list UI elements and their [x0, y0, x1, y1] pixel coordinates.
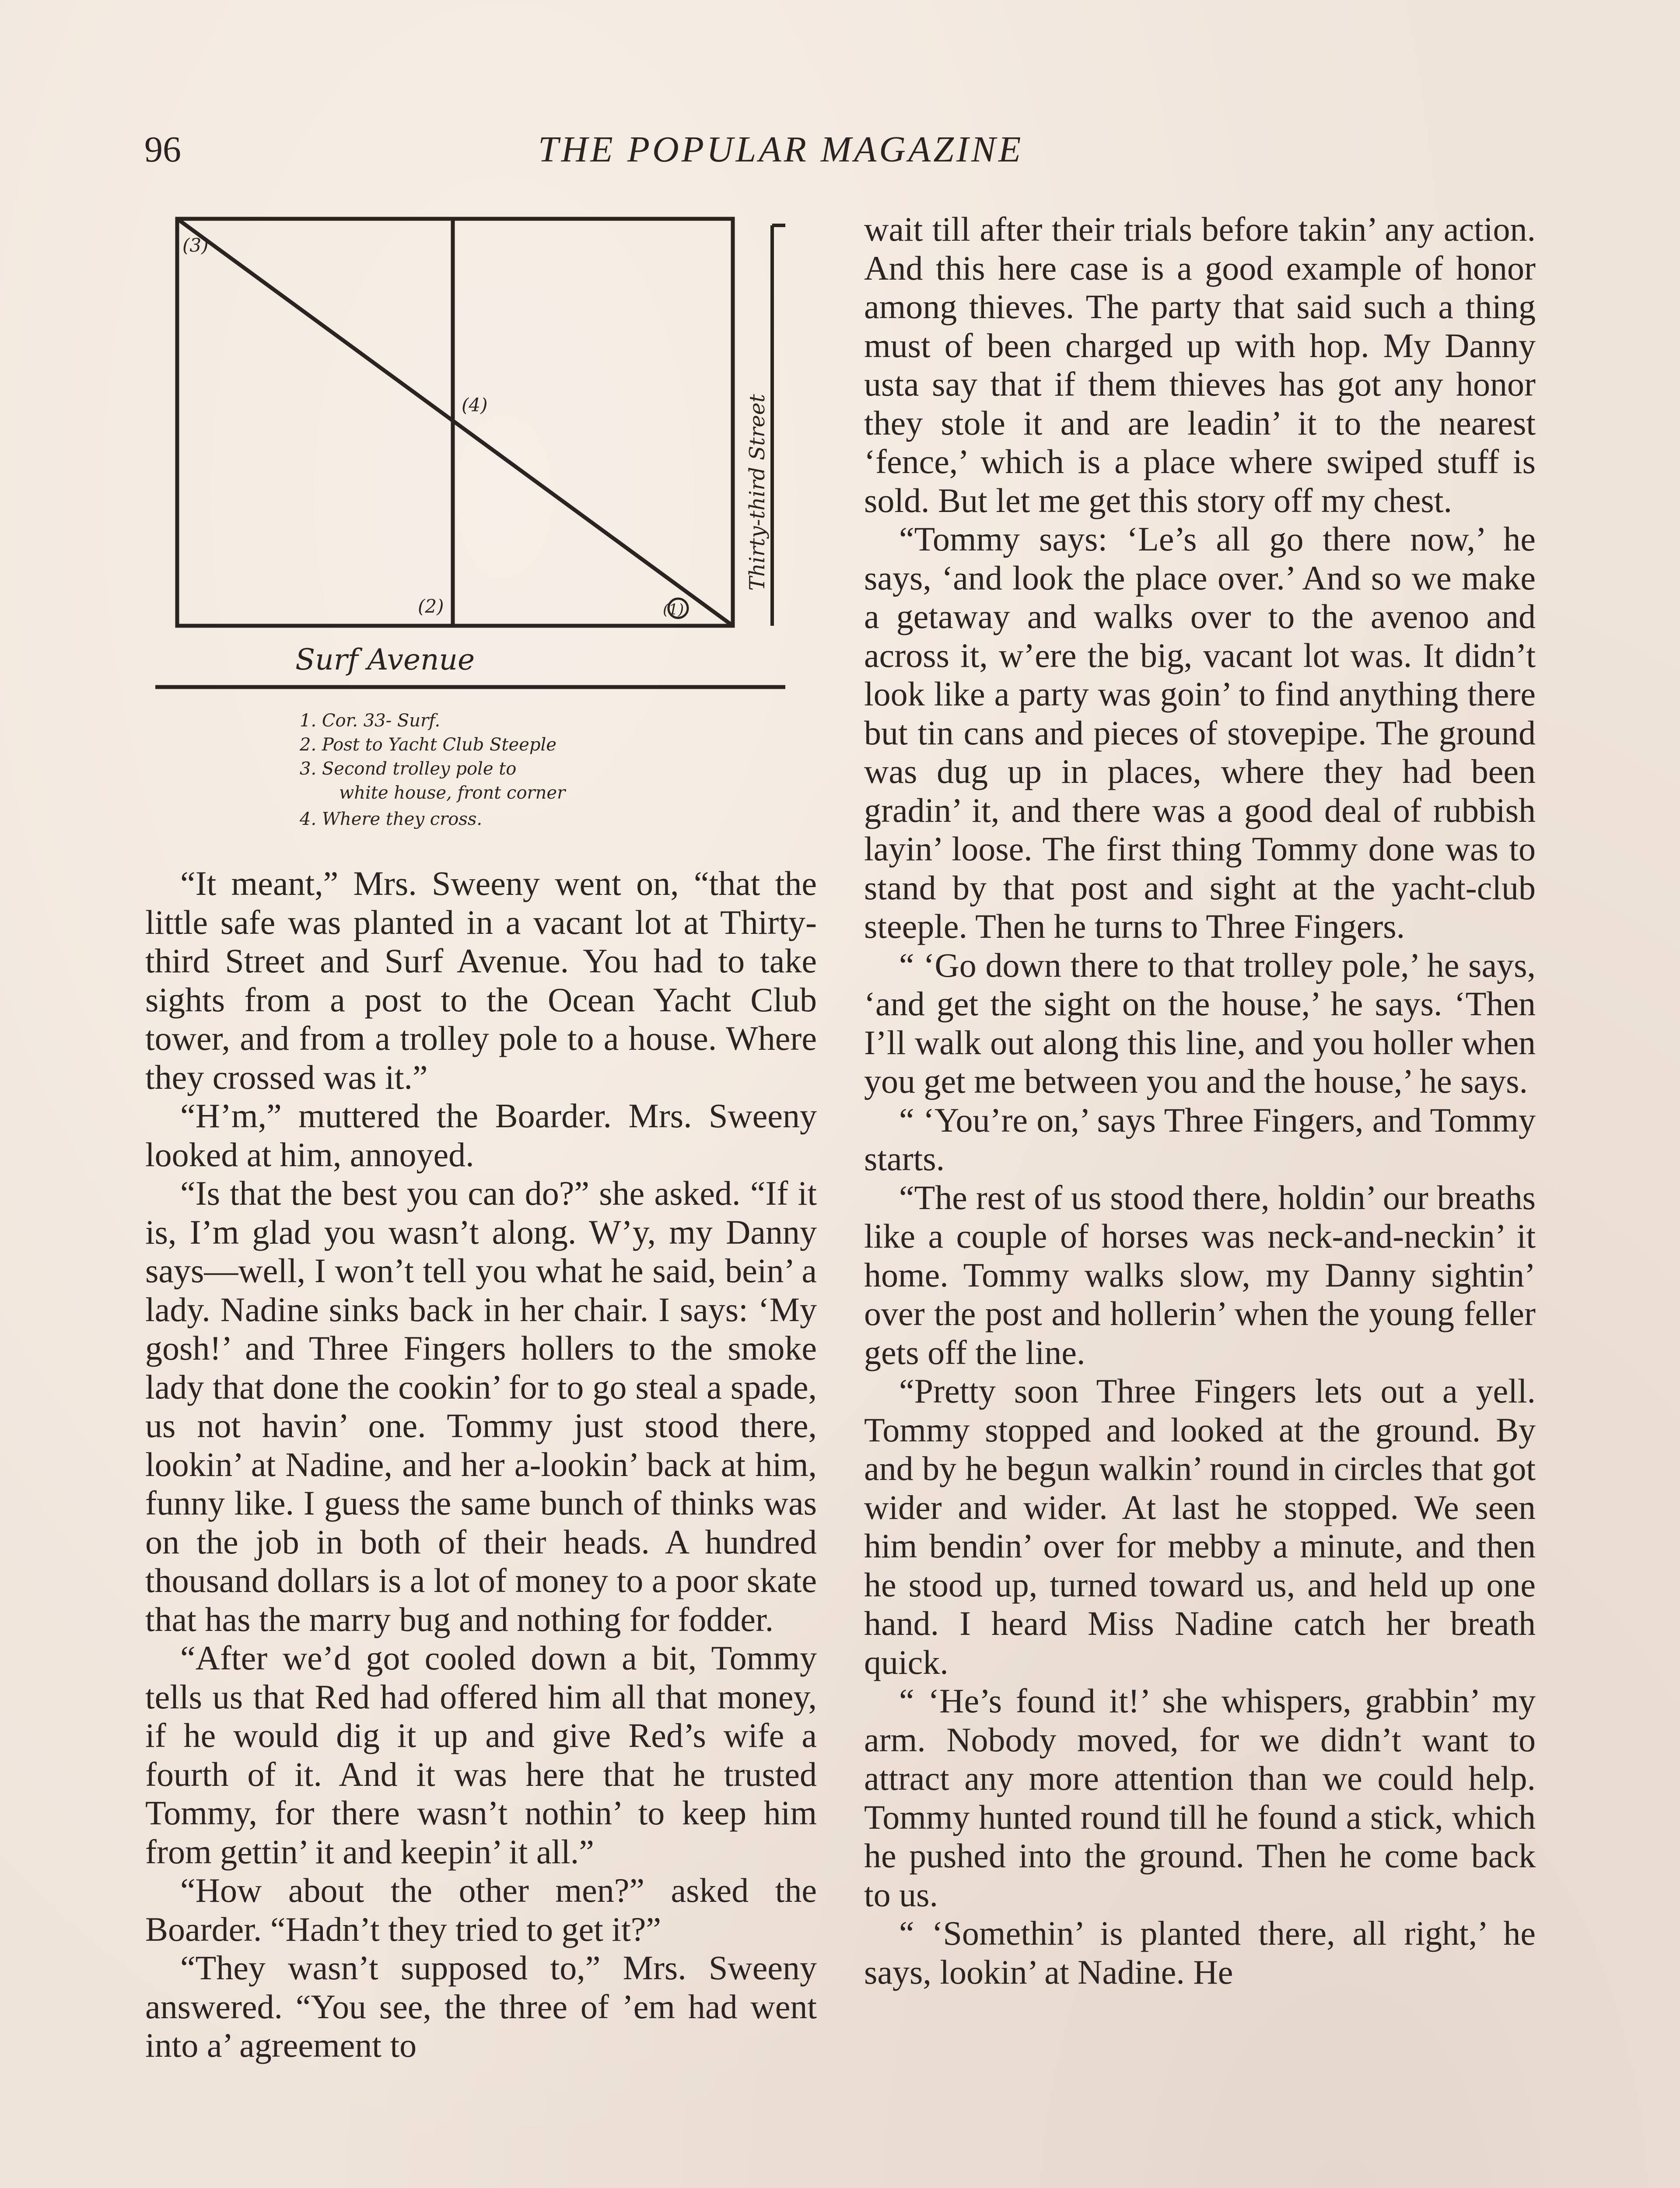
- point-label-2: (2): [418, 596, 444, 617]
- street-label-right: Thirty-third Street: [745, 394, 770, 591]
- page-number: 96: [144, 129, 181, 170]
- left-paragraph-4: “After we’d got cooled down a bit, Tommy tells us that Red had offered him all that money, if he would dig it up and give Red’s wife a fourth of it. And it was here that he trusted Tommy, for there wasn’t nothin’ to keep him from gettin’ it and keepin’ it all.”: [145, 1639, 817, 1871]
- right-paragraph-3: “ ‘Go down there to that trolley pole,’ he says, ‘and get the sight on the house,’ he says. ‘Then I’ll walk out along this line, and you holler when you get me between you and the house,’ he says.: [864, 946, 1536, 1100]
- legend-line-1: 1. Cor. 33- Surf.: [300, 711, 441, 731]
- lot-diagram: [155, 206, 798, 858]
- left-text-column: [145, 864, 817, 2065]
- legend-line-4: white house, front corner: [339, 783, 566, 803]
- left-paragraph-3: “Is that the best you can do?” she asked. “If it is, I’m glad you wasn’t along. W’y, my Danny says—well, I won’t tell you what he said, bein’ a lady. Nadine sinks back in her chair. I says: ‘My gosh!’ and Three Fingers hollers to the smoke lady that done the cookin’ for to go steal a spade, us not havin’ one. Tommy just stood there, lookin’ at Nadine, and her a-lookin’ back at him, funny like. I guess the same bunch of thinks was on the job in both of their heads. A hundred thousand dollars is a lot of money to a poor skate that has the marry bug and nothing for fodder.: [145, 1174, 817, 1638]
- right-paragraph-1: wait till after their trials before takin’ any action. And this here case is a good example of honor among thieves. The party that said such a thing must of been charged up with hop. My Danny usta say that if them thieves has got any honor they stole it and are leadin’ it to the nearest ‘fence,’ which is a place where swiped stuff is sold. But let me get this story off my chest.: [864, 210, 1536, 519]
- left-paragraph-2: “H’m,” muttered the Boarder. Mrs. Sweeny looked at him, annoyed.: [145, 1097, 817, 1174]
- left-paragraph-1: “It meant,” Mrs. Sweeny went on, “that the little safe was planted in a vacant lot at Thirty-third Street and Surf Avenue. You had to take sights from a post to the Ocean Yacht Club tower, and from a trolley pole to a house. Where they crossed was it.”: [145, 864, 817, 1096]
- right-paragraph-7: “ ‘He’s found it!’ she whispers, grabbin’ my arm. Nobody moved, for we didn’t want to attract any more attention than we could help. Tommy hunted round till he found a stick, which he pushed into the ground. Then he come back to us.: [864, 1682, 1536, 1914]
- legend-line-5: 4. Where they cross.: [300, 809, 483, 829]
- street-label-bottom: Surf Avenue: [295, 643, 475, 677]
- left-paragraph-5: “How about the other men?” asked the Boarder. “Hadn’t they tried to get it?”: [145, 1871, 817, 1948]
- legend-line-2: 2. Post to Yacht Club Steeple: [300, 735, 556, 755]
- sight-line: [177, 219, 733, 626]
- point-label-3: (3): [182, 235, 209, 256]
- point-label-4: (4): [462, 394, 488, 416]
- right-paragraph-4: “ ‘You’re on,’ says Three Fingers, and Tommy starts.: [864, 1101, 1536, 1178]
- right-paragraph-5: “The rest of us stood there, holdin’ our breaths like a couple of horses was neck-and-neckin’ it home. Tommy walks slow, my Danny sightin’ over the post and hollerin’ when the young feller gets off the line.: [864, 1178, 1536, 1371]
- running-head: THE POPULAR MAGAZINE: [538, 129, 1024, 170]
- right-text-column: [864, 210, 1536, 1992]
- right-paragraph-2: “Tommy says: ‘Le’s all go there now,’ he says, ‘and look the place over.’ And so we make a getaway and walks over to the avenoo and across it, w’ere the big, vacant lot was. It didn’t look like a party was goin’ to find anything there but tin cans and pieces of stovepipe. The ground was dug up in places, where they had been gradin’ it, and there was a good deal of rubbish layin’ loose. The first thing Tommy done was to stand by that post and sight at the yacht-club steeple. Then he turns to Three Fingers.: [864, 520, 1536, 945]
- left-paragraph-6: “They wasn’t supposed to,” Mrs. Sweeny answered. “You see, the three of ’em had went into a’ agreement to: [145, 1949, 817, 2064]
- right-paragraph-8: “ ‘Somethin’ is planted there, all right,’ he says, lookin’ at Nadine. He: [864, 1914, 1536, 1991]
- right-paragraph-6: “Pretty soon Three Fingers lets out a yell. Tommy stopped and looked at the ground. By and by he begun walkin’ round in circles that got wider and wider. At last he stopped. We seen him bendin’ over for mebby a minute, and then he stood up, turned toward us, and held up one hand. I heard Miss Nadine catch her breath quick.: [864, 1372, 1536, 1681]
- point-label-1: (1): [663, 601, 684, 618]
- legend-line-3: 3. Second trolley pole to: [300, 759, 517, 779]
